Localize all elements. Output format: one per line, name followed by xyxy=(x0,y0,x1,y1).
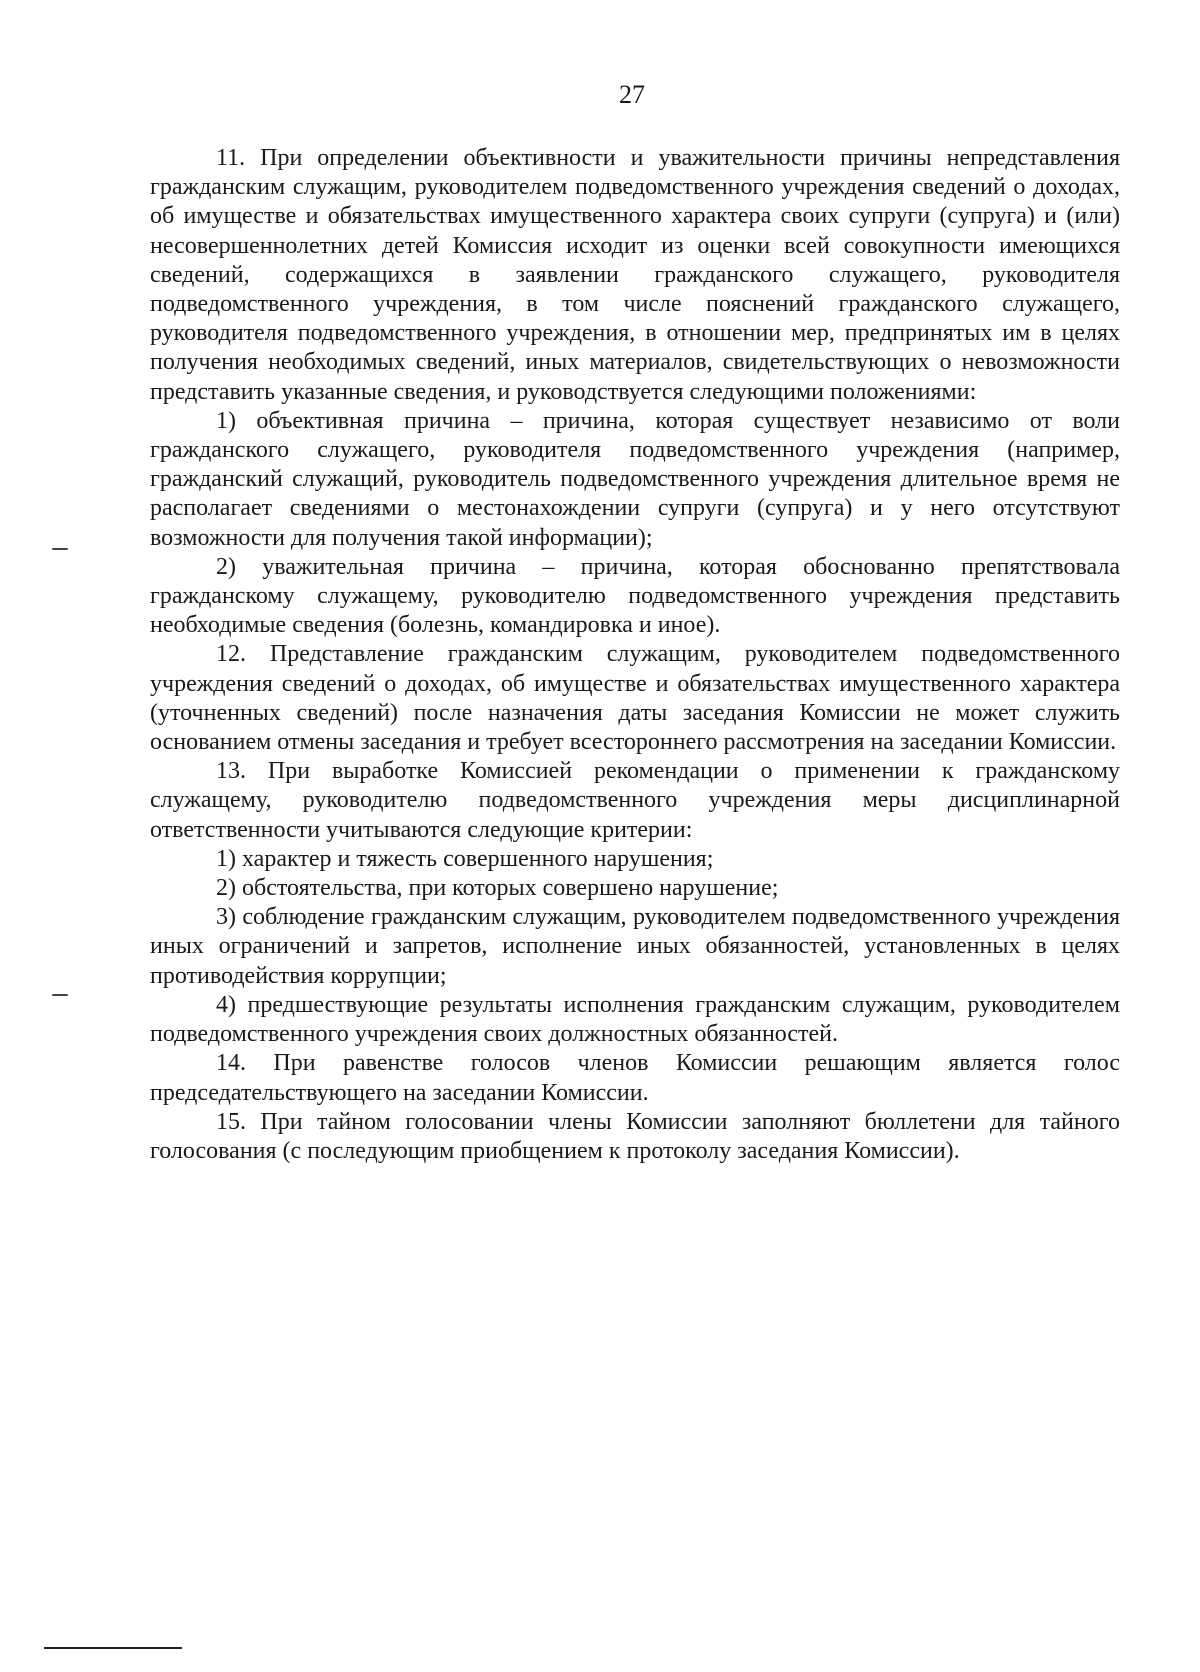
margin-dash-mark xyxy=(52,994,68,996)
paragraph-15: 15. При тайном голосовании члены Комиссии заполняют бюллетени для тайного голосования (с последующим приобщением к протоколу заседания Комиссии). xyxy=(150,1108,1120,1164)
footer-rule xyxy=(44,1647,182,1649)
page-number: 27 xyxy=(619,80,645,109)
paragraph-14: 14. При равенстве голосов членов Комиссии решающим является голос председательствующего на заседании Комиссии. xyxy=(150,1050,1120,1106)
paragraph-13-item-3: 3) соблюдение гражданским служащим, руководителем подведомственного учреждения иных ограничений и запретов, исполнение иных обязанностей, установленных в целях противодействия коррупции; xyxy=(150,904,1120,989)
paragraph-13: 13. При выработке Комиссией рекомендации о применении к гражданскому служащему, руководителю подведомственного учреждения меры дисциплинарной ответственности учитываются следующие критерии: xyxy=(150,758,1120,843)
margin-dash-mark xyxy=(52,548,68,550)
paragraph-13-item-4: 4) предшествующие результаты исполнения гражданским служащим, руководителем подведомственного учреждения своих должностных обязанностей. xyxy=(150,991,1120,1048)
paragraph-13-item-2: 2) обстоятельства, при которых совершено нарушение; xyxy=(216,875,779,902)
paragraph-11-item-2: 2) уважительная причина – причина, которая обоснованно препятствовала гражданскому служащему, руководителю подведомственного учреждения представить необходимые сведения (болезнь, командировка и иное). xyxy=(150,553,1120,639)
paragraph-12: 12. Представление гражданским служащим, руководителем подведомственного учреждения сведений о доходах, об имуществе и обязательствах имущественного характера (уточненных сведений) после назначения даты заседания Комиссии не может служить основанием отмены заседания и требует всестороннего рассмотрения на заседании Комиссии. xyxy=(150,641,1120,756)
paragraph-13-item-1: 1) характер и тяжесть совершенного нарушения; xyxy=(216,845,714,872)
document-body xyxy=(150,144,1120,1166)
paragraph-11-item-1: 1) объективная причина – причина, которая существует независимо от воли гражданского служащего, руководителя подведомственного учреждения (например, гражданский служащий, руководитель подведомственного учреждения длительное время не располагает сведениями о местонахождении супруги (супруга) и у него отсутствуют возможности для получения такой информации); xyxy=(150,407,1120,551)
paragraph-11: 11. При определении объективности и уважительности причины непредставления гражданским служащим, руководителем подведомственного учреждения сведений о доходах, об имуществе и обязательствах имущественного характера своих супруги (супруга) и (или) несовершеннолетних детей Комиссия исходит из оценки всей совокупности имеющихся сведений, содержащихся в заявлении гражданского служащего, руководителя подведомственного учреждения, в том числе пояснений гражданского служащего, руководителя подведомственного учреждения, в отношении мер, предпринятых им в целях получения необходимых сведений, иных материалов, свидетельствующих о невозможности представить указанные сведения, и руководствуется следующими положениями: xyxy=(150,145,1120,405)
